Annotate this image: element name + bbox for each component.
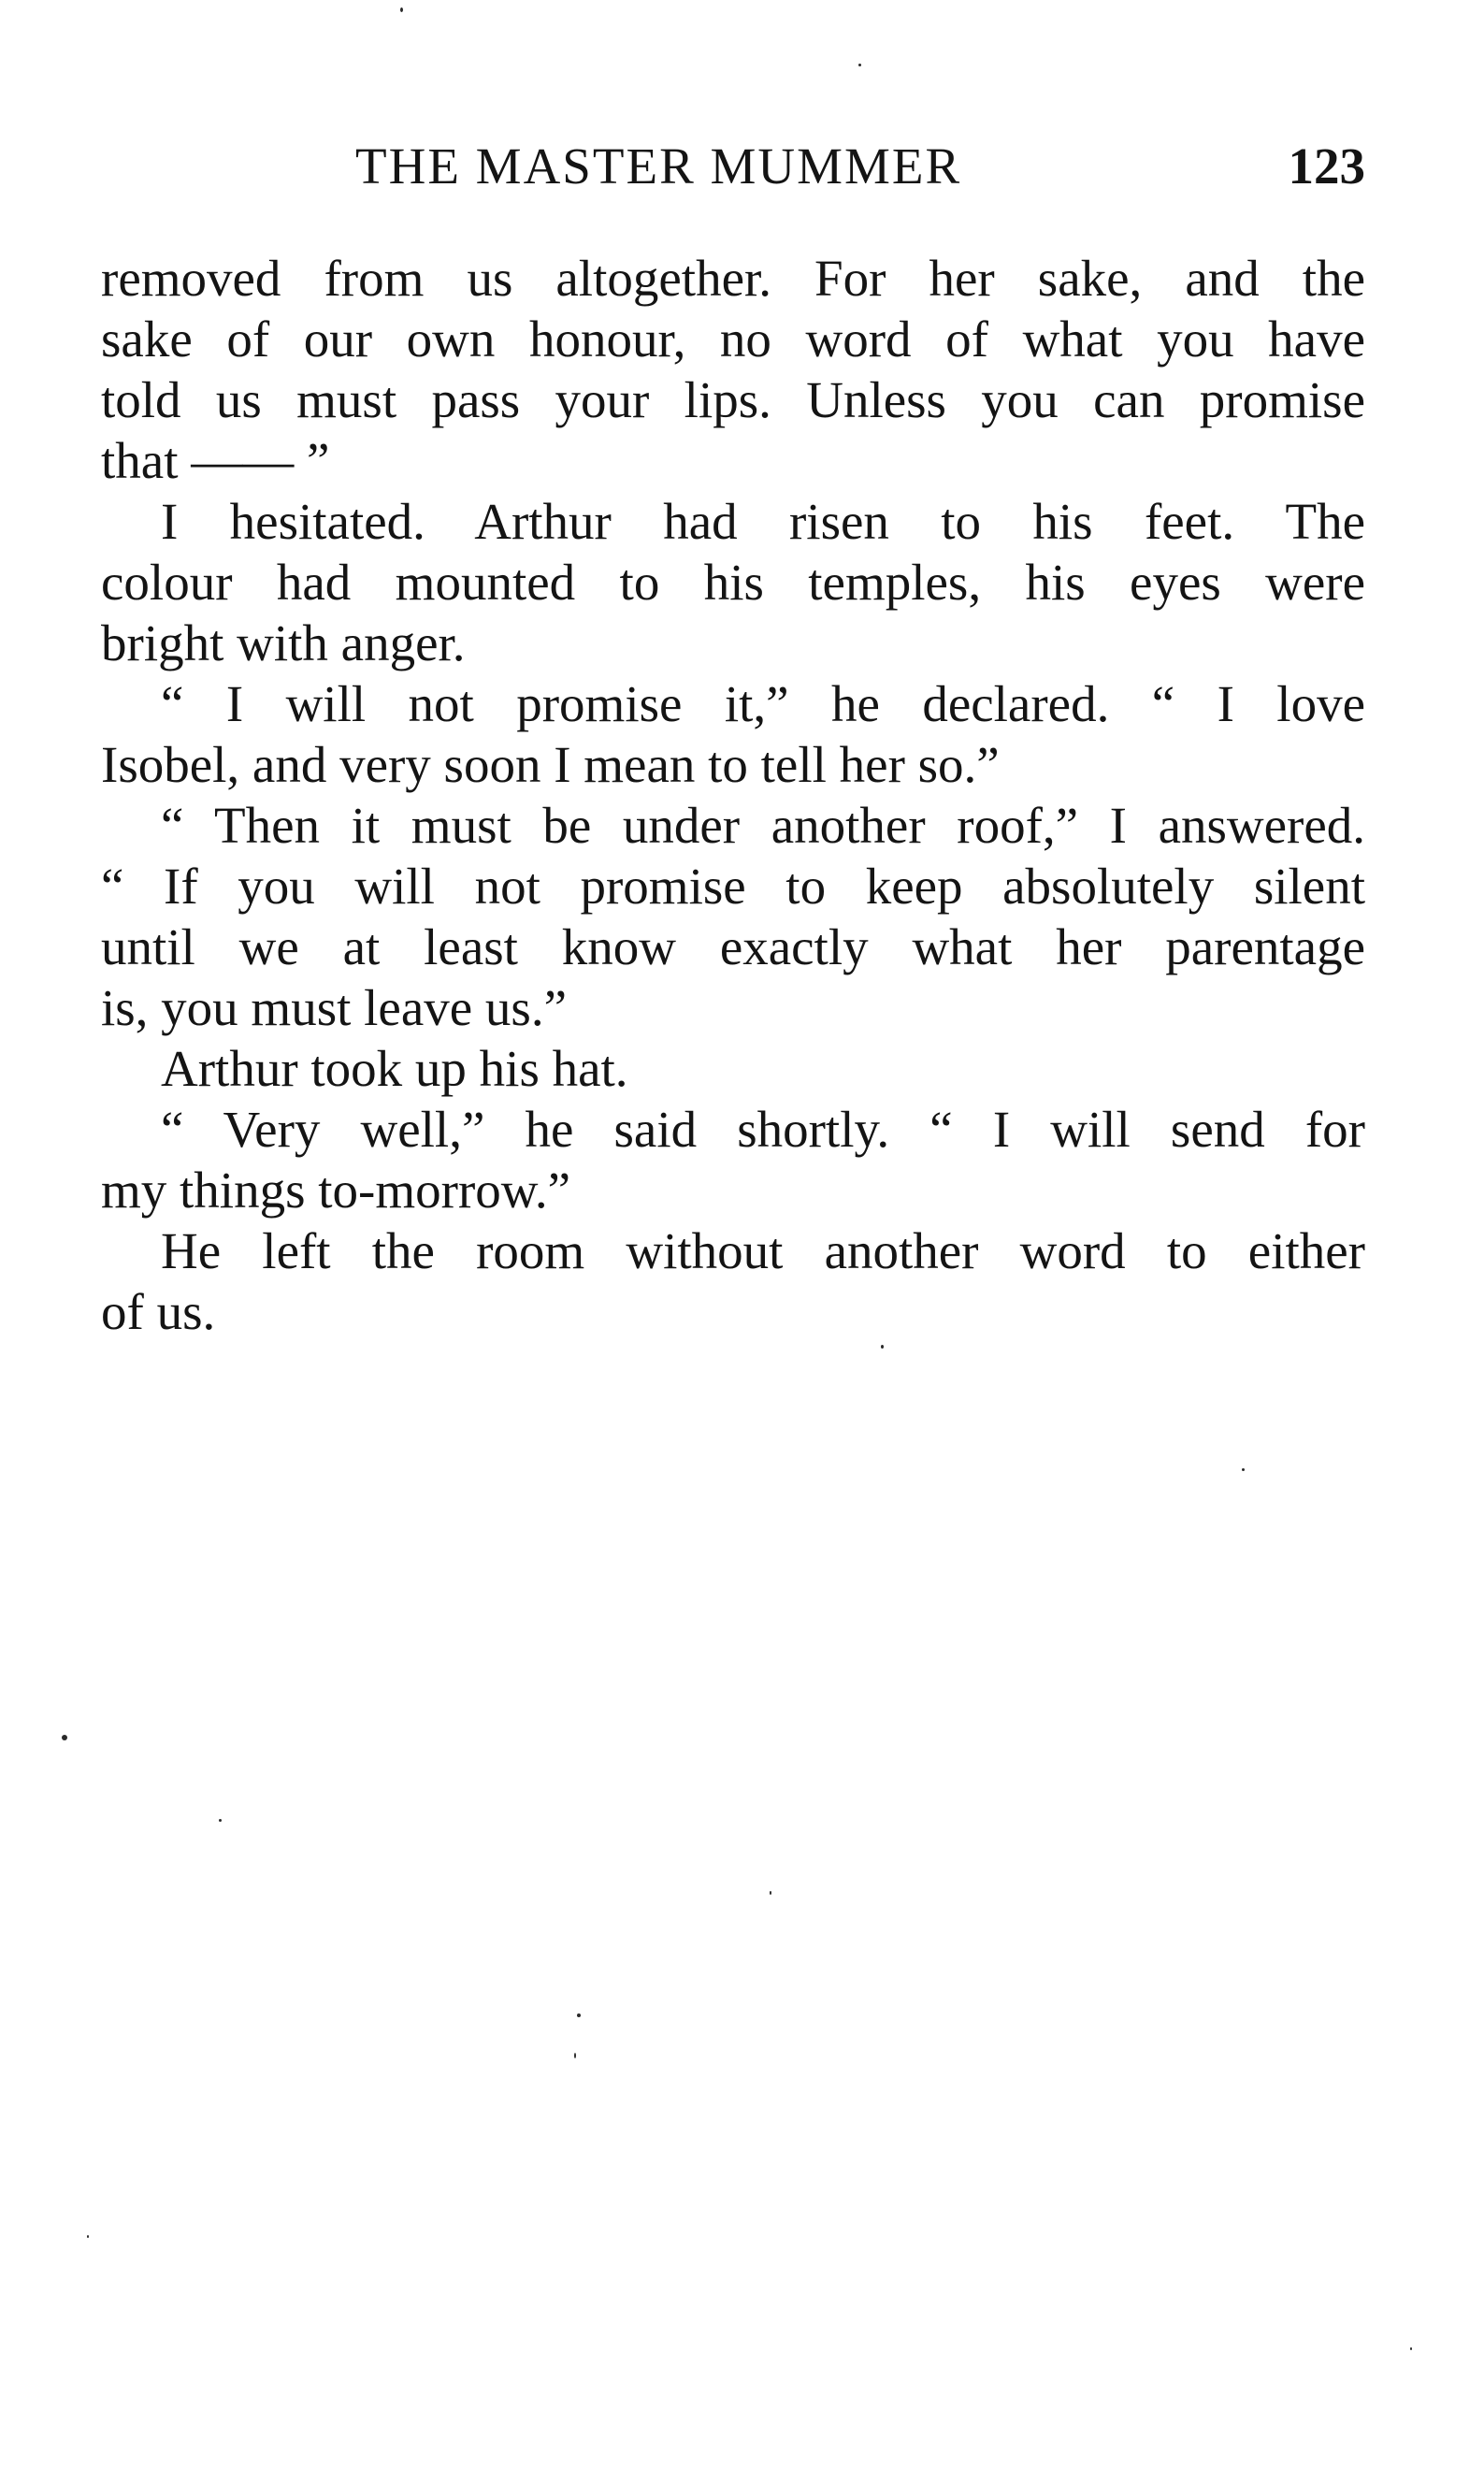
scan-speck	[87, 2235, 89, 2238]
scan-speck	[62, 1735, 67, 1740]
scan-speck	[858, 64, 861, 66]
scan-speck	[574, 2053, 576, 2058]
text-line: “ I will not promise it,” he declared. “ I love	[161, 675, 1365, 732]
scan-speck	[1410, 2347, 1412, 2350]
text-line: is, you must leave us.”	[101, 979, 567, 1036]
scan-speck	[770, 1891, 771, 1895]
text-line: I hesitated. Arthur had risen to his feet. The	[161, 493, 1365, 550]
text-line: until we at least know exactly what her parentage	[101, 918, 1365, 975]
text-line: Isobel, and very soon I mean to tell her so.”	[101, 736, 1000, 793]
scan-speck	[400, 7, 403, 12]
text-line: my things to-morrow.”	[101, 1162, 571, 1219]
text-line: told us must pass your lips. Unless you can promise	[101, 371, 1365, 428]
scan-speck	[219, 1819, 222, 1822]
scan-speck	[1242, 1468, 1245, 1471]
body-text	[101, 248, 1365, 1342]
text-line: colour had mounted to his temples, his eyes were	[101, 554, 1365, 611]
text-line: He left the room without another word to either	[161, 1222, 1365, 1279]
text-line: “ If you will not promise to keep absolutely silent	[101, 858, 1365, 915]
text-line: removed from us altogether. For her sake, and the	[101, 250, 1365, 307]
text-line: sake of our own honour, no word of what you have	[101, 310, 1365, 368]
text-line: “ Then it must be under another roof,” I answered.	[161, 797, 1365, 854]
running-title: THE MASTER MUMMER	[355, 137, 962, 195]
scan-speck	[881, 1345, 884, 1349]
text-line: that —— ”	[101, 432, 330, 489]
text-line: of us.	[101, 1283, 216, 1340]
page-number: 123	[1288, 137, 1365, 195]
scan-speck	[577, 2013, 581, 2017]
text-line: “ Very well,” he said shortly. “ I will send for	[161, 1101, 1365, 1158]
text-line: Arthur took up his hat.	[161, 1040, 628, 1097]
page-header	[355, 134, 1365, 199]
text-line: bright with anger.	[101, 614, 466, 671]
